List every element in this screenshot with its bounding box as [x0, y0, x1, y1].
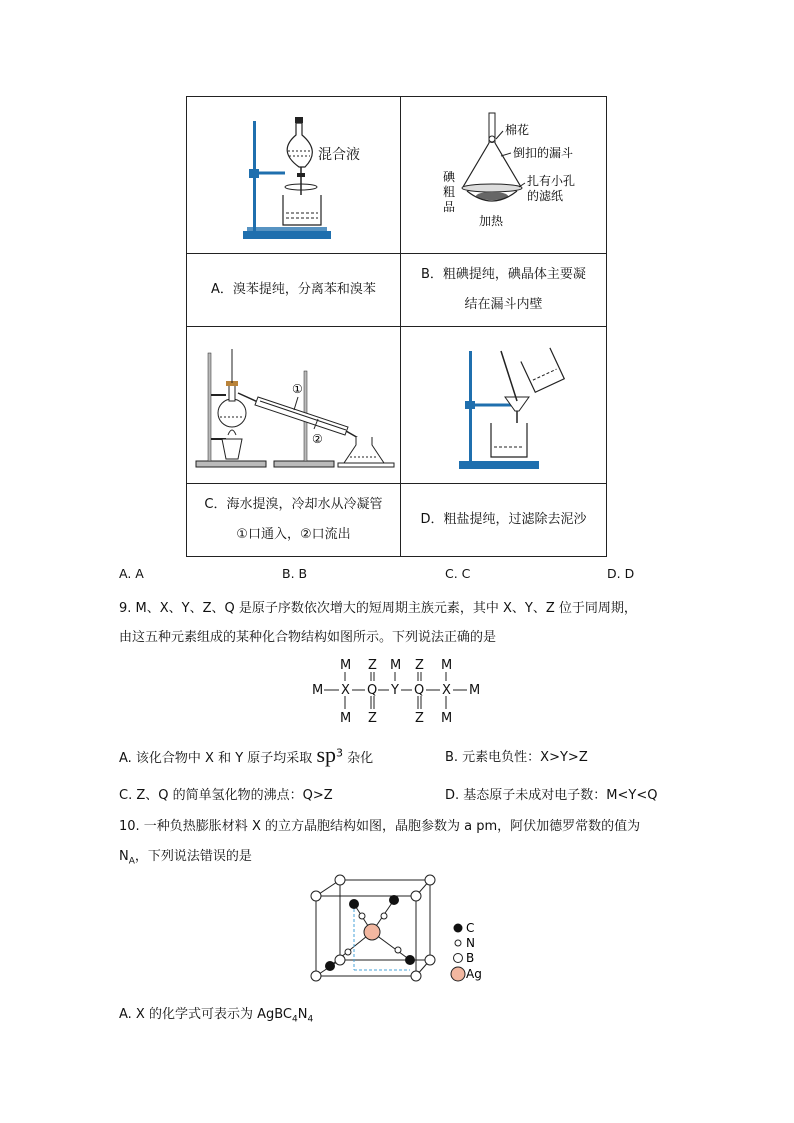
cell-c-figure	[187, 327, 401, 484]
caption-b-line2: 结在漏斗内壁	[464, 297, 543, 312]
caption-c-line1: C．海水提溴，冷却水从冷凝管	[204, 497, 383, 512]
q9-stem-line1: 9. M、X、Y、Z、Q 是原子序数依次增大的短周期主族元素，其中 X、Y、Z 位于同周期，	[119, 601, 637, 616]
legend-n: N	[466, 936, 475, 950]
distillation-apparatus	[188, 331, 398, 476]
legend-c: C	[466, 921, 475, 935]
paper-label-2: 的滤纸	[527, 188, 564, 203]
atom-m-left: M	[312, 683, 324, 698]
caption-c	[187, 484, 401, 557]
sublimation-apparatus	[403, 101, 603, 246]
caption-c-line2: ①口通入，②口流出	[236, 527, 351, 542]
atom-q-right: Q	[414, 683, 425, 698]
q8-option-c[interactable]: C. C	[445, 566, 471, 581]
legend-ag: Ag	[466, 967, 482, 981]
caption-b	[400, 254, 606, 327]
q8-option-a[interactable]: A. A	[119, 566, 144, 581]
q9-structure-formula	[300, 652, 500, 730]
caption-b-line1: B．粗碘提纯，碘晶体主要凝	[420, 267, 586, 282]
q10-option-a[interactable]: A. X 的化学式可表示为 $AgBC_4N_4$	[119, 1007, 314, 1025]
atom-m-right: M	[469, 683, 481, 698]
q10-stem-line1: 10. 一种负热膨胀材料 X 的立方晶胞结构如图，晶胞参数为 a pm，阿伏加德罗常数的值为	[119, 819, 641, 834]
q9-stem-line2: 由这五种元素组成的某种化合物结构如图所示。下列说法正确的是	[119, 630, 497, 645]
atom-x-left: X	[341, 683, 350, 698]
crude-label-1: 碘	[443, 169, 456, 184]
crude-label-3: 品	[443, 199, 456, 214]
atom-z-bottom-1: Z	[368, 711, 377, 726]
marker-1: ①	[292, 381, 304, 396]
atom-y: Y	[391, 683, 399, 698]
q9-option-a[interactable]: A. 该化合物中 X 和 Y 原子均采取 $sp^3$ 杂化	[119, 742, 374, 767]
caption-d: D．粗盐提纯，过滤除去泥沙	[400, 484, 606, 557]
separatory-funnel-apparatus	[193, 101, 393, 246]
atom-q-left: Q	[367, 683, 378, 698]
mixture-label: 混合液	[318, 146, 361, 163]
atom-z-bottom-2: Z	[415, 711, 424, 726]
q9-option-b[interactable]: B. 元素电负性：X>Y>Z	[445, 750, 588, 765]
q9-option-d[interactable]: D. 基态原子未成对电子数：M<Y<Q	[445, 788, 658, 803]
legend-b: B	[466, 951, 475, 965]
q8-options-table	[186, 96, 607, 557]
caption-a: A．溴苯提纯，分离苯和溴苯	[187, 254, 401, 327]
q8-option-b[interactable]: B. B	[282, 566, 308, 581]
crude-label-2: 粗	[443, 184, 456, 199]
atom-m-top-1: M	[340, 658, 352, 673]
filtration-apparatus	[403, 331, 603, 476]
paper-label-1: 扎有小孔	[527, 173, 576, 188]
cell-a-figure	[187, 97, 401, 254]
atom-m-bottom-2: M	[441, 711, 453, 726]
q10-unit-cell-diagram	[306, 874, 496, 990]
atom-m-bottom-1: M	[340, 711, 352, 726]
q10-stem-line2: $N_A$，下列说法错误的是	[119, 849, 252, 867]
atom-m-top-2: M	[390, 658, 402, 673]
funnel-label: 倒扣的漏斗	[513, 145, 574, 160]
q8-option-d[interactable]: D. D	[607, 566, 635, 581]
atom-z-top-2: Z	[415, 658, 424, 673]
atom-x-right: X	[442, 683, 451, 698]
marker-2: ②	[312, 431, 324, 446]
atom-m-top-3: M	[441, 658, 453, 673]
q9-option-c[interactable]: C. Z、Q 的简单氢化物的沸点：Q>Z	[119, 788, 333, 803]
heat-label: 加热	[479, 213, 504, 228]
cotton-label: 棉花	[505, 122, 530, 137]
cell-b-figure	[400, 97, 606, 254]
cell-d-figure	[400, 327, 606, 484]
atom-z-top-1: Z	[368, 658, 377, 673]
